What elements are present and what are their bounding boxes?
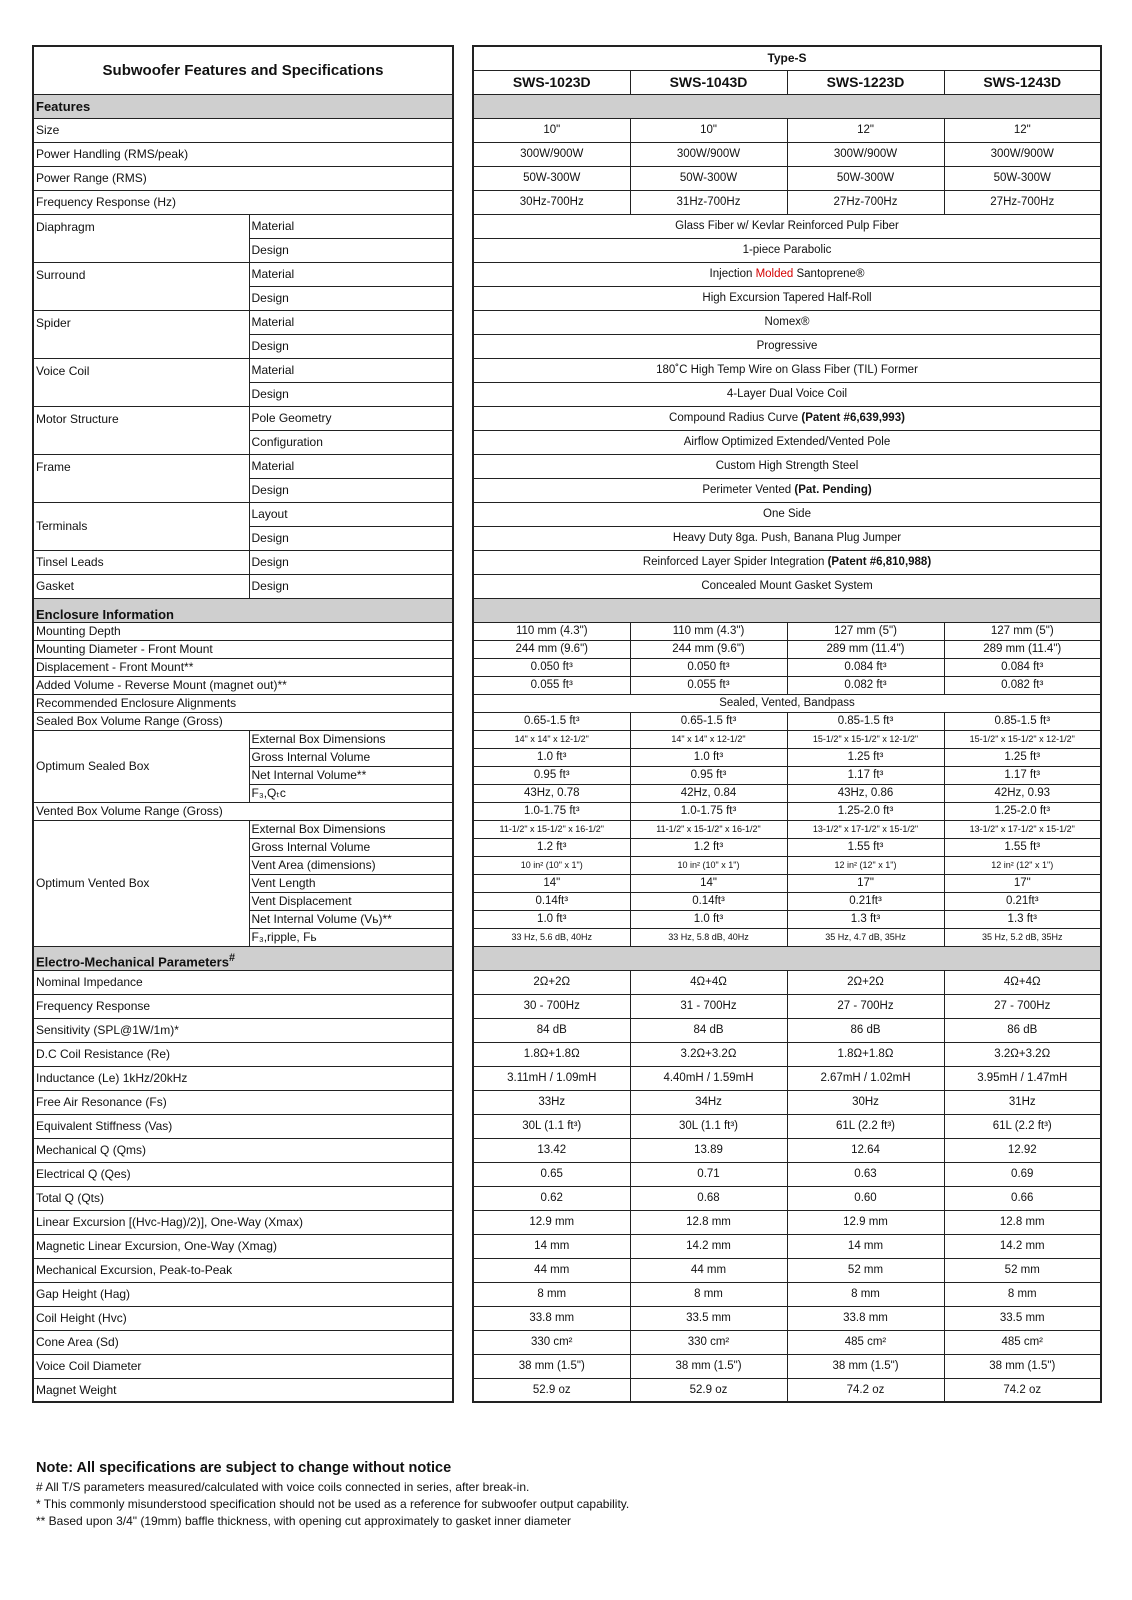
sub-label: Design: [249, 286, 453, 310]
spec-value: 0.084 ft³: [944, 658, 1101, 676]
row-label: Power Range (RMS): [33, 166, 453, 190]
spec-value: 180˚C High Temp Wire on Glass Fiber (TIL) Former: [473, 358, 1101, 382]
sub-label: Net Internal Volume**: [249, 766, 453, 784]
section-electro: Electro-Mechanical Parameters#: [33, 946, 453, 970]
spec-value: 14": [630, 874, 787, 892]
spec-value: 30L (1.1 ft³): [630, 1114, 787, 1138]
spec-value: 17": [944, 874, 1101, 892]
spec-value: 0.66: [944, 1186, 1101, 1210]
sub-label: Material: [249, 310, 453, 334]
spec-value: 12.9 mm: [473, 1210, 630, 1234]
spec-value: 2Ω+2Ω: [787, 970, 944, 994]
spec-value: 0.95 ft³: [473, 766, 630, 784]
spec-value: 330 cm²: [630, 1330, 787, 1354]
spec-value: 42Hz, 0.93: [944, 784, 1101, 802]
row-label: Recommended Enclosure Alignments: [33, 694, 453, 712]
spec-value: 17": [787, 874, 944, 892]
row-label: Mechanical Excursion, Peak-to-Peak: [33, 1258, 453, 1282]
spec-value: 10": [473, 118, 630, 142]
row-label: Magnetic Linear Excursion, One-Way (Xmag): [33, 1234, 453, 1258]
row-label: Voice Coil Diameter: [33, 1354, 453, 1378]
spec-value: 30 - 700Hz: [473, 994, 630, 1018]
model-header: SWS-1043D: [630, 70, 787, 94]
spec-value: 27 - 700Hz: [944, 994, 1101, 1018]
sub-label: Vent Displacement: [249, 892, 453, 910]
row-label: Coil Height (Hvc): [33, 1306, 453, 1330]
spec-value: 0.65-1.5 ft³: [473, 712, 630, 730]
sub-label: Design: [249, 334, 453, 358]
sub-label: F₃,Qₜc: [249, 784, 453, 802]
spec-value: 10 in² (10" x 1"): [473, 856, 630, 874]
spec-value: 127 mm (5"): [944, 622, 1101, 640]
spec-value: Glass Fiber w/ Kevlar Reinforced Pulp Fiber: [473, 214, 1101, 238]
row-label: Inductance (Le) 1kHz/20kHz: [33, 1066, 453, 1090]
spec-value: 27Hz-700Hz: [787, 190, 944, 214]
sub-label: Vent Area (dimensions): [249, 856, 453, 874]
spec-value: 15-1/2" x 15-1/2" x 12-1/2": [944, 730, 1101, 748]
row-label: Gasket: [33, 574, 249, 598]
spec-value: 1.0 ft³: [473, 748, 630, 766]
spec-value: 50W-300W: [787, 166, 944, 190]
spec-value: 30Hz: [787, 1090, 944, 1114]
spec-value: 33.8 mm: [787, 1306, 944, 1330]
spec-value: 13.42: [473, 1138, 630, 1162]
spec-value: Reinforced Layer Spider Integration (Patent #6,810,988): [473, 550, 1101, 574]
section-electro-band: [473, 946, 1101, 970]
row-label: Equivalent Stiffness (Vas): [33, 1114, 453, 1138]
spec-value: 300W/900W: [630, 142, 787, 166]
spec-value: 52 mm: [944, 1258, 1101, 1282]
row-label: Optimum Sealed Box: [33, 730, 249, 802]
spec-value: 74.2 oz: [787, 1378, 944, 1402]
spec-value: Custom High Strength Steel: [473, 454, 1101, 478]
spec-value: 52.9 oz: [630, 1378, 787, 1402]
sub-label: Design: [249, 478, 453, 502]
spec-value: 0.65-1.5 ft³: [630, 712, 787, 730]
sub-label: Design: [249, 526, 453, 550]
spec-value: 14.2 mm: [944, 1234, 1101, 1258]
spec-value: 42Hz, 0.84: [630, 784, 787, 802]
sub-label: Pole Geometry: [249, 406, 453, 430]
spec-value: 50W-300W: [473, 166, 630, 190]
row-label: Displacement - Front Mount**: [33, 658, 453, 676]
spec-value: 110 mm (4.3"): [630, 622, 787, 640]
spec-value: 14 mm: [787, 1234, 944, 1258]
spec-value: 0.21ft³: [944, 892, 1101, 910]
spec-value: 12": [944, 118, 1101, 142]
spec-value: 0.084 ft³: [787, 658, 944, 676]
spec-value: Progressive: [473, 334, 1101, 358]
spec-value: Sealed, Vented, Bandpass: [473, 694, 1101, 712]
spec-value: 1.2 ft³: [630, 838, 787, 856]
row-label: Mechanical Q (Qms): [33, 1138, 453, 1162]
note-line: ** Based upon 3/4" (19mm) baffle thickness, with opening cut approximately to gasket inner diameter: [36, 1514, 571, 1528]
sub-label: Design: [249, 574, 453, 598]
spec-value: 0.21ft³: [787, 892, 944, 910]
sub-label: Material: [249, 358, 453, 382]
spec-value: 38 mm (1.5"): [473, 1354, 630, 1378]
spec-value: 84 dB: [473, 1018, 630, 1042]
sub-label: Material: [249, 262, 453, 286]
row-label: Diaphragm: [33, 214, 249, 262]
spec-value: 33 Hz, 5.8 dB, 40Hz: [630, 928, 787, 946]
row-label: Spider: [33, 310, 249, 358]
sub-label: Configuration: [249, 430, 453, 454]
spec-value: 38 mm (1.5"): [787, 1354, 944, 1378]
spec-value: 61L (2.2 ft³): [944, 1114, 1101, 1138]
model-header: SWS-1223D: [787, 70, 944, 94]
type-label: Type-S: [473, 46, 1101, 70]
row-label: Frequency Response: [33, 994, 453, 1018]
spec-value: 30Hz-700Hz: [473, 190, 630, 214]
spec-value: 0.055 ft³: [473, 676, 630, 694]
spec-value: 1.25-2.0 ft³: [787, 802, 944, 820]
spec-value: 1.0 ft³: [630, 910, 787, 928]
spec-value: 1.8Ω+1.8Ω: [787, 1042, 944, 1066]
spec-value: 10 in² (10" x 1"): [630, 856, 787, 874]
row-label: Power Handling (RMS/peak): [33, 142, 453, 166]
spec-value: 74.2 oz: [944, 1378, 1101, 1402]
row-label: Added Volume - Reverse Mount (magnet out)**: [33, 676, 453, 694]
row-label: Tinsel Leads: [33, 550, 249, 574]
sub-label: F₃,ripple, Fь: [249, 928, 453, 946]
spec-value: Nomex®: [473, 310, 1101, 334]
spec-value: 3.2Ω+3.2Ω: [944, 1042, 1101, 1066]
row-label: Free Air Resonance (Fs): [33, 1090, 453, 1114]
spec-value: 44 mm: [630, 1258, 787, 1282]
spec-value: 27Hz-700Hz: [944, 190, 1101, 214]
spec-value: 13-1/2" x 17-1/2" x 15-1/2": [787, 820, 944, 838]
spec-value: 86 dB: [944, 1018, 1101, 1042]
row-label: Nominal Impedance: [33, 970, 453, 994]
spec-value: 4-Layer Dual Voice Coil: [473, 382, 1101, 406]
spec-value: 1.17 ft³: [944, 766, 1101, 784]
spec-value: 44 mm: [473, 1258, 630, 1282]
spec-value: 1.55 ft³: [787, 838, 944, 856]
spec-value: 8 mm: [787, 1282, 944, 1306]
spec-value: 300W/900W: [944, 142, 1101, 166]
spec-value: 12": [787, 118, 944, 142]
note-line: # All T/S parameters measured/calculated with voice coils connected in series, after break-in.: [36, 1480, 530, 1494]
spec-value: High Excursion Tapered Half-Roll: [473, 286, 1101, 310]
spec-value: 1.25 ft³: [944, 748, 1101, 766]
row-label: Total Q (Qts): [33, 1186, 453, 1210]
spec-value: 4Ω+4Ω: [630, 970, 787, 994]
spec-value: 14": [473, 874, 630, 892]
spec-value: Heavy Duty 8ga. Push, Banana Plug Jumper: [473, 526, 1101, 550]
section-enclosure: Enclosure Information: [33, 598, 453, 622]
spec-value: 84 dB: [630, 1018, 787, 1042]
spec-value: 1.0-1.75 ft³: [473, 802, 630, 820]
section-enclosure-band: [473, 598, 1101, 622]
spec-value: 11-1/2" x 15-1/2" x 16-1/2": [630, 820, 787, 838]
model-header: SWS-1243D: [944, 70, 1101, 94]
spec-value: 38 mm (1.5"): [944, 1354, 1101, 1378]
spec-value: 50W-300W: [944, 166, 1101, 190]
sub-label: Layout: [249, 502, 453, 526]
sub-label: External Box Dimensions: [249, 730, 453, 748]
spec-value: 244 mm (9.6"): [630, 640, 787, 658]
spec-value: 52 mm: [787, 1258, 944, 1282]
row-label: Vented Box Volume Range (Gross): [33, 802, 453, 820]
spec-value: 0.050 ft³: [473, 658, 630, 676]
spec-value: 0.14ft³: [630, 892, 787, 910]
spec-value: 1.3 ft³: [944, 910, 1101, 928]
spec-value: 13.89: [630, 1138, 787, 1162]
spec-value: 0.60: [787, 1186, 944, 1210]
row-label: Gap Height (Hag): [33, 1282, 453, 1306]
row-label: Sealed Box Volume Range (Gross): [33, 712, 453, 730]
spec-labels-table: [32, 45, 454, 1403]
sub-label: Material: [249, 454, 453, 478]
sub-label: Design: [249, 382, 453, 406]
spec-value: 0.69: [944, 1162, 1101, 1186]
spec-value: 3.11mH / 1.09mH: [473, 1066, 630, 1090]
spec-value: 0.95 ft³: [630, 766, 787, 784]
spec-value: One Side: [473, 502, 1101, 526]
row-label: Electrical Q (Qes): [33, 1162, 453, 1186]
spec-value: 33.5 mm: [630, 1306, 787, 1330]
spec-value: 0.65: [473, 1162, 630, 1186]
spec-value: 14.2 mm: [630, 1234, 787, 1258]
spec-value: 3.95mH / 1.47mH: [944, 1066, 1101, 1090]
row-label: Cone Area (Sd): [33, 1330, 453, 1354]
spec-value: 485 cm²: [944, 1330, 1101, 1354]
spec-value: Perimeter Vented (Pat. Pending): [473, 478, 1101, 502]
spec-value: 12 in² (12" x 1"): [787, 856, 944, 874]
model-header: SWS-1023D: [473, 70, 630, 94]
spec-value: 12 in² (12" x 1"): [944, 856, 1101, 874]
spec-value: 33 Hz, 5.6 dB, 40Hz: [473, 928, 630, 946]
spec-value: 0.055 ft³: [630, 676, 787, 694]
spec-value: 30L (1.1 ft³): [473, 1114, 630, 1138]
spec-value: 3.2Ω+3.2Ω: [630, 1042, 787, 1066]
row-label: Optimum Vented Box: [33, 820, 249, 946]
spec-value: 0.62: [473, 1186, 630, 1210]
spec-value: 1.0-1.75 ft³: [630, 802, 787, 820]
spec-value: 300W/900W: [473, 142, 630, 166]
spec-value: 485 cm²: [787, 1330, 944, 1354]
spec-value: 35 Hz, 5.2 dB, 35Hz: [944, 928, 1101, 946]
spec-value: 300W/900W: [787, 142, 944, 166]
row-label: Surround: [33, 262, 249, 310]
sub-label: Gross Internal Volume: [249, 838, 453, 856]
sub-label: Net Internal Volume (Vь)**: [249, 910, 453, 928]
spec-value: 14 mm: [473, 1234, 630, 1258]
spec-values-table: [472, 45, 1102, 1403]
row-label: D.C Coil Resistance (Re): [33, 1042, 453, 1066]
spec-value: 127 mm (5"): [787, 622, 944, 640]
row-label: Voice Coil: [33, 358, 249, 406]
spec-value: 52.9 oz: [473, 1378, 630, 1402]
spec-value: 43Hz, 0.86: [787, 784, 944, 802]
spec-value: 330 cm²: [473, 1330, 630, 1354]
spec-value: 1.2 ft³: [473, 838, 630, 856]
sub-label: Design: [249, 550, 453, 574]
spec-value: 0.050 ft³: [630, 658, 787, 676]
spec-value: 12.64: [787, 1138, 944, 1162]
spec-value: 0.85-1.5 ft³: [944, 712, 1101, 730]
spec-value: 2Ω+2Ω: [473, 970, 630, 994]
spec-value: 1.55 ft³: [944, 838, 1101, 856]
spec-value: 244 mm (9.6"): [473, 640, 630, 658]
spec-value: 12.92: [944, 1138, 1101, 1162]
spec-value: 31 - 700Hz: [630, 994, 787, 1018]
spec-value: Concealed Mount Gasket System: [473, 574, 1101, 598]
spec-value: 1.17 ft³: [787, 766, 944, 784]
notes: [36, 1460, 1096, 1531]
section-features-band: [473, 94, 1101, 118]
spec-value: 33.5 mm: [944, 1306, 1101, 1330]
row-label: Sensitivity (SPL@1W/1m)*: [33, 1018, 453, 1042]
spec-value: 1-piece Parabolic: [473, 238, 1101, 262]
spec-value: 61L (2.2 ft³): [787, 1114, 944, 1138]
spec-value: 0.082 ft³: [787, 676, 944, 694]
spec-value: 8 mm: [630, 1282, 787, 1306]
spec-value: 27 - 700Hz: [787, 994, 944, 1018]
spec-value: 50W-300W: [630, 166, 787, 190]
spec-value: 4Ω+4Ω: [944, 970, 1101, 994]
spec-value: 289 mm (11.4"): [944, 640, 1101, 658]
spec-value: 0.14ft³: [473, 892, 630, 910]
spec-value: 4.40mH / 1.59mH: [630, 1066, 787, 1090]
spec-value: 34Hz: [630, 1090, 787, 1114]
spec-value: 8 mm: [473, 1282, 630, 1306]
sub-label: External Box Dimensions: [249, 820, 453, 838]
spec-value: 14" x 14" x 12-1/2": [473, 730, 630, 748]
spec-value: 0.63: [787, 1162, 944, 1186]
spec-value: 14" x 14" x 12-1/2": [630, 730, 787, 748]
spec-value: 43Hz, 0.78: [473, 784, 630, 802]
spec-value: 38 mm (1.5"): [630, 1354, 787, 1378]
spec-value: 1.0 ft³: [630, 748, 787, 766]
spec-value: 15-1/2" x 15-1/2" x 12-1/2": [787, 730, 944, 748]
row-label: Magnet Weight: [33, 1378, 453, 1402]
spec-value: 33Hz: [473, 1090, 630, 1114]
row-label: Mounting Depth: [33, 622, 453, 640]
row-label: Motor Structure: [33, 406, 249, 454]
page-title: Subwoofer Features and Specifications: [33, 46, 453, 94]
spec-value: 1.25 ft³: [787, 748, 944, 766]
spec-value: 13-1/2" x 17-1/2" x 15-1/2": [944, 820, 1101, 838]
spec-value: 10": [630, 118, 787, 142]
row-label: Frequency Response (Hz): [33, 190, 453, 214]
spec-value: 0.68: [630, 1186, 787, 1210]
spec-value: 1.3 ft³: [787, 910, 944, 928]
row-label: Frame: [33, 454, 249, 502]
spec-value: 110 mm (4.3"): [473, 622, 630, 640]
spec-value: 11-1/2" x 15-1/2" x 16-1/2": [473, 820, 630, 838]
sub-label: Design: [249, 238, 453, 262]
spec-value: 35 Hz, 4.7 dB, 35Hz: [787, 928, 944, 946]
spec-value: Compound Radius Curve (Patent #6,639,993): [473, 406, 1101, 430]
spec-value: 289 mm (11.4"): [787, 640, 944, 658]
spec-value: 0.082 ft³: [944, 676, 1101, 694]
sub-label: Gross Internal Volume: [249, 748, 453, 766]
sub-label: Vent Length: [249, 874, 453, 892]
spec-value: 31Hz: [944, 1090, 1101, 1114]
spec-value: 0.85-1.5 ft³: [787, 712, 944, 730]
spec-value: 33.8 mm: [473, 1306, 630, 1330]
spec-value: 86 dB: [787, 1018, 944, 1042]
note-line: * This commonly misunderstood specification should not be used as a reference for subwoofer output capability.: [36, 1497, 630, 1511]
spec-value: 12.8 mm: [630, 1210, 787, 1234]
section-features: Features: [33, 94, 453, 118]
spec-value: Injection Molded Santoprene®: [473, 262, 1101, 286]
row-label: Size: [33, 118, 453, 142]
spec-value: 12.8 mm: [944, 1210, 1101, 1234]
spec-value: 12.9 mm: [787, 1210, 944, 1234]
spec-value: 1.25-2.0 ft³: [944, 802, 1101, 820]
spec-value: 31Hz-700Hz: [630, 190, 787, 214]
row-label: Mounting Diameter - Front Mount: [33, 640, 453, 658]
row-label: Linear Excursion [(Hvc-Hag)/2)], One-Way (Xmax): [33, 1210, 453, 1234]
spec-value: 1.0 ft³: [473, 910, 630, 928]
notes-heading: Note: All specifications are subject to change without notice: [36, 1460, 452, 1476]
spec-value: 0.71: [630, 1162, 787, 1186]
spec-value: 1.8Ω+1.8Ω: [473, 1042, 630, 1066]
spec-value: 8 mm: [944, 1282, 1101, 1306]
sub-label: Material: [249, 214, 453, 238]
row-label: Terminals: [33, 502, 249, 550]
spec-value: Airflow Optimized Extended/Vented Pole: [473, 430, 1101, 454]
spec-value: 2.67mH / 1.02mH: [787, 1066, 944, 1090]
